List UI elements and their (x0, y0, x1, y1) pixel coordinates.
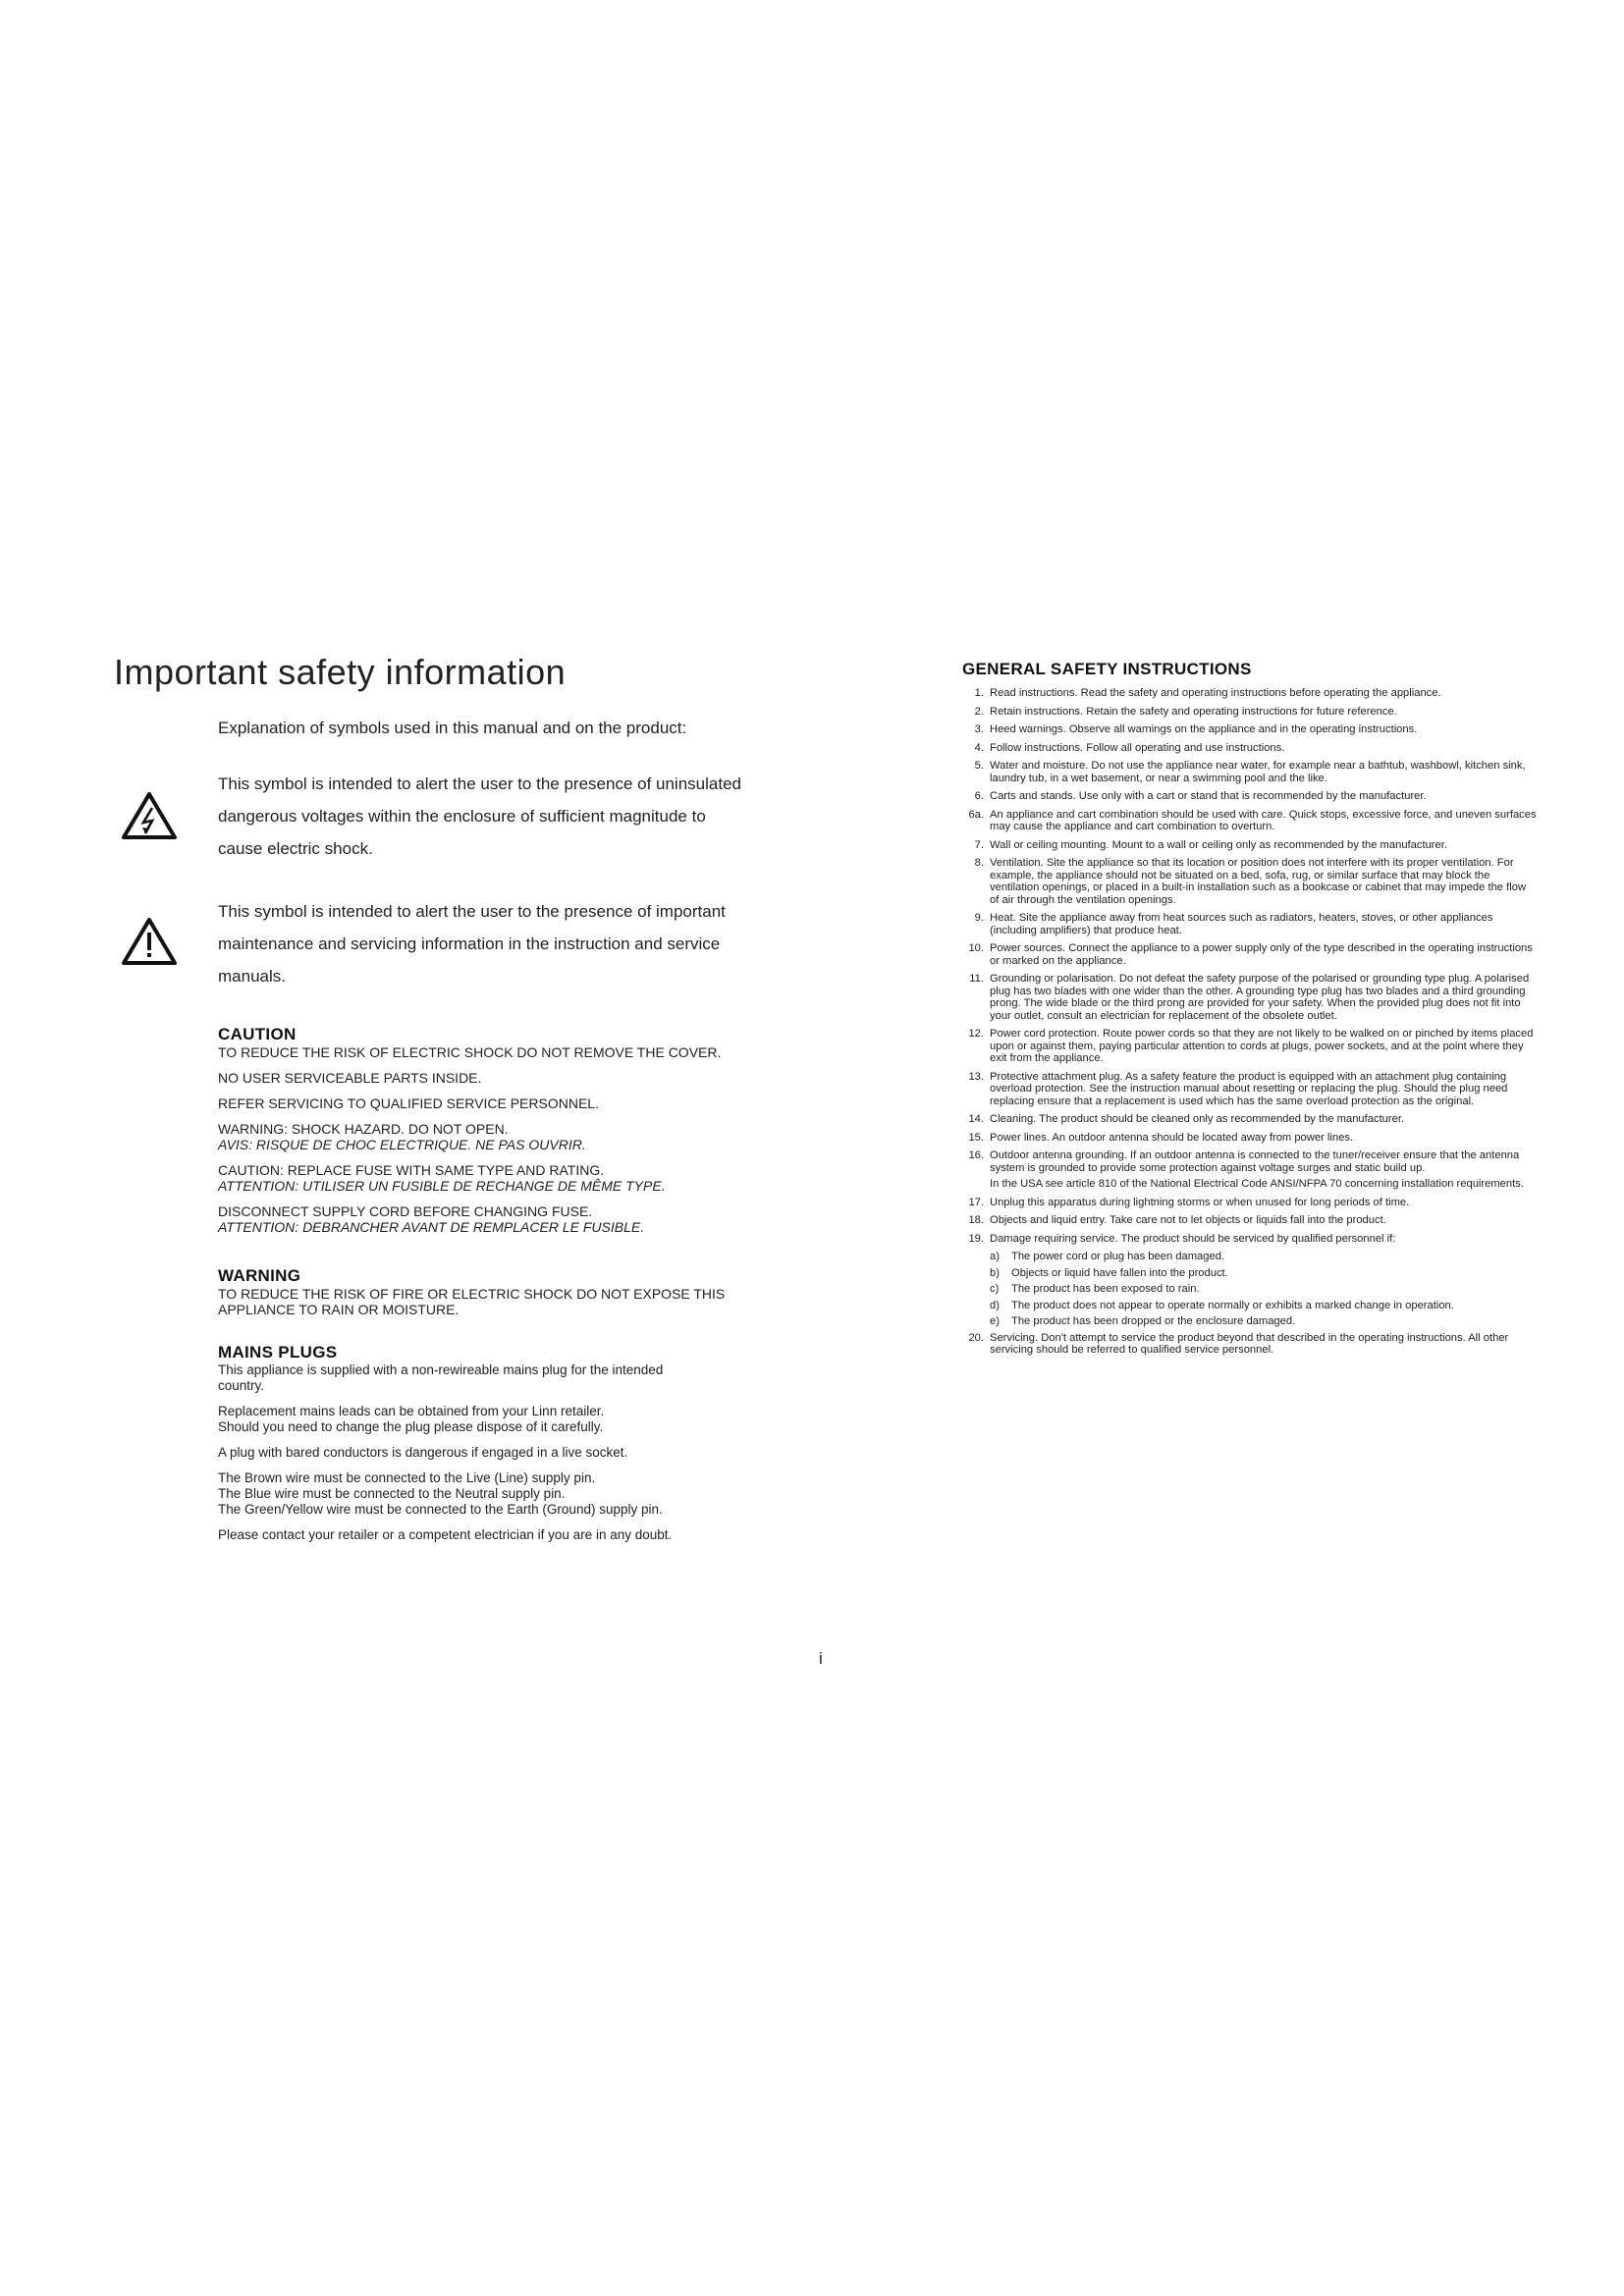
warning-text: TO REDUCE THE RISK OF FIRE OR ELECTRIC SHOCK DO NOT EXPOSE THIS APPLIANCE TO RAIN OR MOISTURE. (218, 1286, 726, 1317)
list-item: 6a. An appliance and cart combination should be used with care. Quick stops, excessive force, and uneven surfaces may cause the appliance and cart combination to overturn. (968, 808, 1537, 832)
list-item: 4. Follow instructions. Follow all operating and use instructions. (974, 741, 1285, 754)
page-title: Important safety information (114, 652, 567, 692)
page-number: i (819, 1649, 823, 1668)
warning-heading: WARNING (218, 1266, 301, 1285)
paragraph: Replacement mains leads can be obtained from your Linn retailer. Should you need to change the plug please dispose of it carefully. (218, 1404, 605, 1434)
warning-section (218, 1266, 778, 1327)
list-item: 5. Water and moisture. Do not use the appliance near water, for example near a bathtub, washbowl, kitchen sink, laundry tub, in a wet basement, or near a swimming pool and the like. (974, 760, 1526, 784)
list-item: 11. Grounding or polarisation. Do not defeat the safety purpose of the polarised or grounding type plug. A polarised plug has two blades with one wider than the other. A grounding type plug has two blades and a third grounding prong. The wide blade or the third prong are provided for your safety. When the provided plug does not fit into your outlet, consult an electrician for replacement of the obsolete outlet. (969, 973, 1530, 1022)
symbols-intro: Explanation of symbols used in this manual and on the product: (218, 719, 687, 737)
paragraph: This appliance is supplied with a non-rewireable mains plug for the intended country. (218, 1362, 664, 1393)
list-item: 12. Power cord protection. Route power cords so that they are not likely to be walked on or pinched by items placed upon or against them, paying particular attention to cords at plugs, power sockets, and at the point where they exit from the appliance. (968, 1028, 1534, 1064)
list-item: 15. Power lines. An outdoor antenna should be located away from power lines. (968, 1131, 1354, 1144)
list-item: 16. Outdoor antenna grounding. If an outdoor antenna is connected to the tuner/receiver ensure that the antenna system is grounded to provide some protection against voltage surges and static build up. (968, 1149, 1520, 1174)
list-item: 19. Damage requiring service. The product should be serviced by qualified personnel if: (968, 1232, 1396, 1245)
list-item: 20. Servicing. Don't attempt to service the product beyond that described in the operating instructions. All other servicing should be referred to qualified service personnel. (968, 1331, 1509, 1356)
list-item: 8. Ventilation. Site the appliance so that its location or position does not interfere with its proper ventilation. For example, the appliance should not be situated on a bed, sofa, rug, or similar surface that may block the ventilation openings, or placed in a built-in installation such as a bookcase or cabinet that may impede the flow of air through the ventilation openings. (974, 857, 1527, 906)
mains-plugs-section (218, 1343, 778, 1553)
list-item: 10. Power sources. Connect the appliance to a power supply only of the type described in the operating instructions or marked on the appliance. (968, 942, 1533, 967)
list-item: 3. Heed warnings. Observe all warnings on the appliance and in the operating instructions. (974, 723, 1418, 735)
caution-section: CAUTION TO REDUCE THE RISK OF ELECTRIC SHOCK DO NOT REMOVE THE COVER. NO USER SERVICEABLE PARTS INSIDE. REFER SERVICING TO QUALIFIED SERVICE PERSONNEL. WARNING: SHOCK HAZARD. DO NOT OPEN. AVIS: RISQUE DE CHOC ELECTRIQUE. NE PAS OUVRIR. CAUTION: REPLACE FUSE WITH SAME TYPE AND RATING. ATTENTION: UTILISER UN FUSIBLE DE RECHANGE DE MÊME TYPE. DISCONNECT SUPPLY CORD BEFORE CHANGING FUSE. ATTENTION: DEBRANCHER AVANT DE REMPLACER LE FUSIBLE. (218, 1025, 778, 1245)
exclamation-warning-icon (122, 917, 177, 966)
cord-caution: DISCONNECT SUPPLY CORD BEFORE CHANGING FUSE. ATTENTION: DEBRANCHER AVANT DE REMPLACER LE FUSIBLE. (218, 1203, 645, 1235)
caution-text: TO REDUCE THE RISK OF ELECTRIC SHOCK DO NOT REMOVE THE COVER. (218, 1044, 722, 1060)
fuse-caution: CAUTION: REPLACE FUSE WITH SAME TYPE AND RATING. ATTENTION: UTILISER UN FUSIBLE DE RECHANGE DE MÊME TYPE. (218, 1162, 666, 1194)
mains-plugs-heading: MAINS PLUGS (218, 1343, 338, 1362)
sub-list-item: a) The power cord or plug has been damaged. (990, 1251, 1225, 1262)
list-item: 2. Retain instructions. Retain the safety and operating instructions for future reference. (974, 705, 1397, 718)
list-item: 9. Heat. Site the appliance away from heat sources such as radiators, heaters, stoves, or other appliances (including amplifiers) that produce heat. (974, 912, 1493, 936)
symbol-description: This symbol is intended to alert the user to the presence of important maintenance and servicing information in the instruction and service manuals. (218, 902, 726, 986)
list-item-note: In the USA see article 810 of the National Electrical Code ANSI/NFPA 70 concerning installation requirements. (990, 1178, 1524, 1190)
caution-heading: CAUTION (218, 1025, 297, 1043)
sub-list-item: c) The product has been exposed to rain. (990, 1283, 1200, 1295)
list-item: 18. Objects and liquid entry. Take care not to let objects or liquids fall into the product. (968, 1214, 1386, 1226)
sub-list-item: b) Objects or liquid have fallen into the product. (990, 1266, 1228, 1279)
symbol-description: This symbol is intended to alert the user to the presence of uninsulated dangerous voltages within the enclosure of sufficient magnitude to cause electric shock. (218, 774, 741, 858)
shock-warning: WARNING: SHOCK HAZARD. DO NOT OPEN. AVIS: RISQUE DE CHOC ELECTRIQUE. NE PAS OUVRIR. (218, 1121, 586, 1152)
lightning-warning-icon (122, 791, 177, 840)
sub-list-item: e) The product has been dropped or the enclosure damaged. (990, 1315, 1296, 1327)
sub-list-item: d) The product does not appear to operate normally or exhibits a marked change in operation. (990, 1299, 1454, 1311)
list-item: 13. Protective attachment plug. As a safety feature the product is equipped with an attachment plug containing overload protection. See the instruction manual about resetting or replacing the plug. Should the plug need replacing ensure that a replacement is used which has the same overload protection as the original. (968, 1070, 1508, 1107)
list-item: 7. Wall or ceiling mounting. Mount to a wall or ceiling only as recommended by the manufacturer. (974, 838, 1447, 851)
list-item: 6. Carts and stands. Use only with a cart or stand that is recommended by the manufacturer. (974, 790, 1427, 802)
paragraph: A plug with bared conductors is dangerous if engaged in a live socket. (218, 1445, 628, 1460)
general-safety-instructions (962, 660, 1537, 1362)
paragraph: The Brown wire must be connected to the Live (Line) supply pin. The Blue wire must be connected to the Neutral supply pin. The Green/Yellow wire must be connected to the Earth (Ground) supply pin. (218, 1470, 663, 1517)
list-item: 1. Read instructions. Read the safety and operating instructions before operating the appliance. (974, 687, 1441, 699)
list-item: 14. Cleaning. The product should be cleaned only as recommended by the manufacturer. (968, 1113, 1405, 1125)
gsi-heading: GENERAL SAFETY INSTRUCTIONS (962, 660, 1252, 678)
paragraph: Please contact your retailer or a competent electrician if you are in any doubt. (218, 1527, 673, 1542)
list-item: 17. Unplug this apparatus during lightning storms or when unused for long periods of time. (968, 1196, 1410, 1208)
